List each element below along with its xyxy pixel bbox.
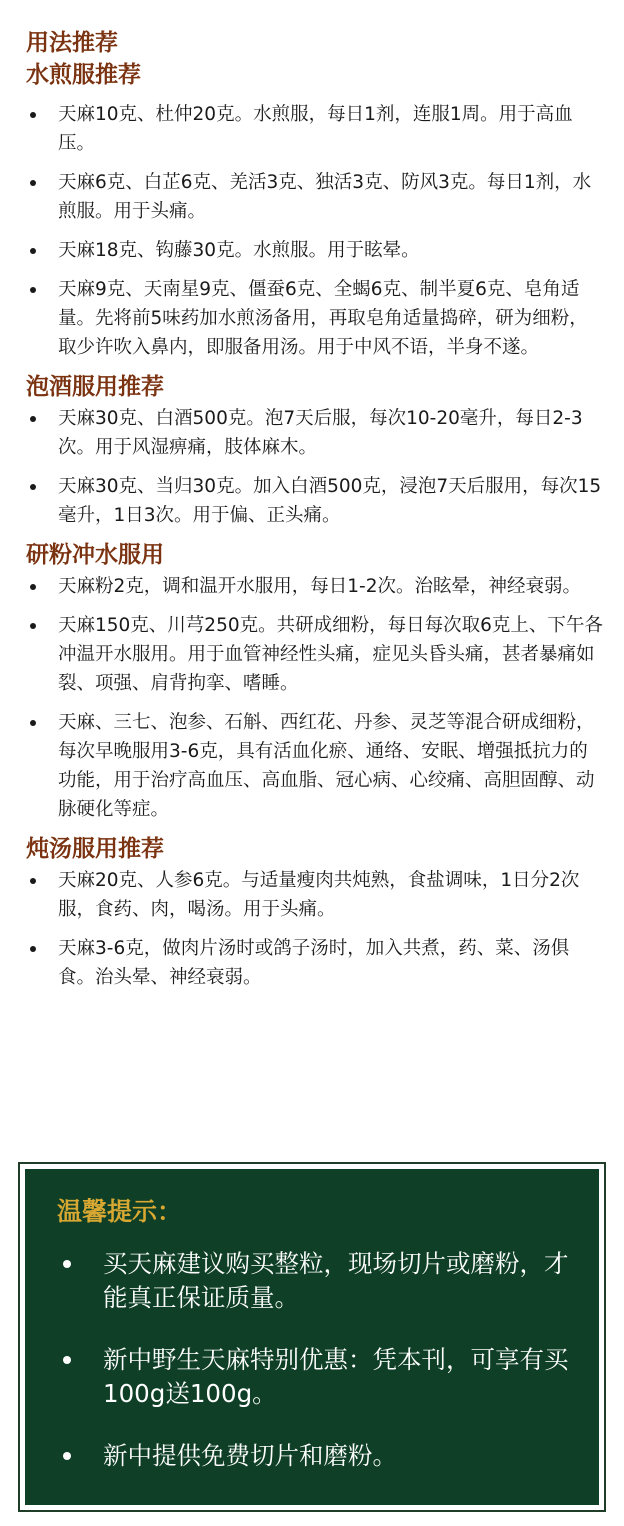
- decoction-list: [26, 100, 606, 362]
- bullet-icon: [63, 1452, 71, 1460]
- list-item-text: 天麻30克、白酒500克。泡7天后服，每次10-20毫升，每日2-3次。用于风湿痹痛，肢体麻木。: [58, 408, 583, 458]
- section-title-decoction: 水煎服推荐: [26, 62, 141, 88]
- list-item: [26, 168, 606, 226]
- list-item-text: 天麻粉2克，调和温开水服用，每日1-2次。治眩晕，神经衰弱。: [58, 576, 581, 597]
- list-item: [26, 572, 606, 601]
- tip-list: [57, 1247, 569, 1473]
- list-item: [26, 100, 606, 158]
- list-item-text: 天麻150克、川芎250克。共研成细粉，每日每次取6克上、下午各冲温开水服用。用于血管神经性头痛，症见头昏头痛，甚者暴痛如裂、项强、肩背拘挛、嗜睡。: [58, 615, 603, 694]
- list-item-text: 天麻6克、白芷6克、羌活3克、独活3克、防风3克。每日1剂，水煎服。用于头痛。: [58, 172, 592, 222]
- tip-item-text: 新中提供免费切片和磨粉。: [103, 1441, 397, 1470]
- list-item: [26, 472, 606, 530]
- tip-item-text: 新中野生天麻特别优惠：凭本刊，可享有买100g送100g。: [103, 1345, 569, 1408]
- bullet-icon: [30, 287, 36, 293]
- bullet-icon: [30, 584, 36, 590]
- bullet-icon: [63, 1356, 71, 1364]
- bullet-icon: [30, 416, 36, 422]
- list-item: [26, 275, 606, 362]
- bullet-icon: [30, 112, 36, 118]
- tip-box: [18, 1162, 606, 1512]
- list-item-text: 天麻、三七、泡参、石斛、西红花、丹参、灵芝等混合研成细粉，每次早晚服用3-6克，具有活血化瘀、通络、安眠、增强抵抗力的功能，用于治疗高血压、高血脂、冠心病、心绞痛、高胆固醇、动脉硬化等症。: [58, 712, 595, 820]
- tip-item-text: 买天麻建议购买整粒，现场切片或磨粉，才能真正保证质量。: [103, 1249, 569, 1312]
- tip-item: [57, 1343, 569, 1411]
- tip-item: [57, 1247, 569, 1315]
- list-item-text: 天麻3-6克，做肉片汤时或鸽子汤时，加入共煮，药、菜、汤俱食。治头晕、神经衰弱。: [58, 938, 570, 988]
- list-item: [26, 934, 606, 992]
- list-item-text: 天麻30克、当归30克。加入白酒500克，浸泡7天后服用，每次15毫升，1日3次。用于偏、正头痛。: [58, 476, 602, 526]
- list-item: [26, 708, 606, 824]
- tip-title: 温馨提示：: [57, 1197, 183, 1226]
- usage-content: [26, 28, 606, 1002]
- powder-list: [26, 572, 606, 824]
- bullet-icon: [30, 484, 36, 490]
- bullet-icon: [30, 180, 36, 186]
- list-item: [26, 404, 606, 462]
- section-title-soup: 炖汤服用推荐: [26, 836, 164, 862]
- page-title: 用法推荐: [26, 30, 118, 56]
- bullet-icon: [63, 1260, 71, 1268]
- tip-item: [57, 1439, 569, 1473]
- list-item-text: 天麻10克、杜仲20克。水煎服，每日1剂，连服1周。用于高血压。: [58, 104, 573, 154]
- list-item-text: 天麻18克、钩藤30克。水煎服。用于眩晕。: [58, 240, 420, 261]
- bullet-icon: [30, 878, 36, 884]
- list-item: [26, 611, 606, 698]
- list-item-text: 天麻9克、天南星9克、僵蚕6克、全蝎6克、制半夏6克、皂角适量。先将前5味药加水煎汤备用，再取皂角适量捣碎，研为细粉，取少许吹入鼻内，即服备用汤。用于中风不语，半身不遂。: [58, 279, 588, 358]
- list-item: [26, 866, 606, 924]
- bullet-icon: [30, 720, 36, 726]
- section-title-powder: 研粉冲水服用: [26, 542, 164, 568]
- list-item-text: 天麻20克、人参6克。与适量瘦肉共炖熟，食盐调味，1日分2次服，食药、肉，喝汤。用于头痛。: [58, 870, 580, 920]
- bullet-icon: [30, 248, 36, 254]
- list-item: [26, 236, 606, 265]
- wine-list: [26, 404, 606, 530]
- bullet-icon: [30, 946, 36, 952]
- bullet-icon: [30, 623, 36, 629]
- tip-panel: [25, 1169, 599, 1505]
- section-title-wine: 泡酒服用推荐: [26, 374, 164, 400]
- soup-list: [26, 866, 606, 992]
